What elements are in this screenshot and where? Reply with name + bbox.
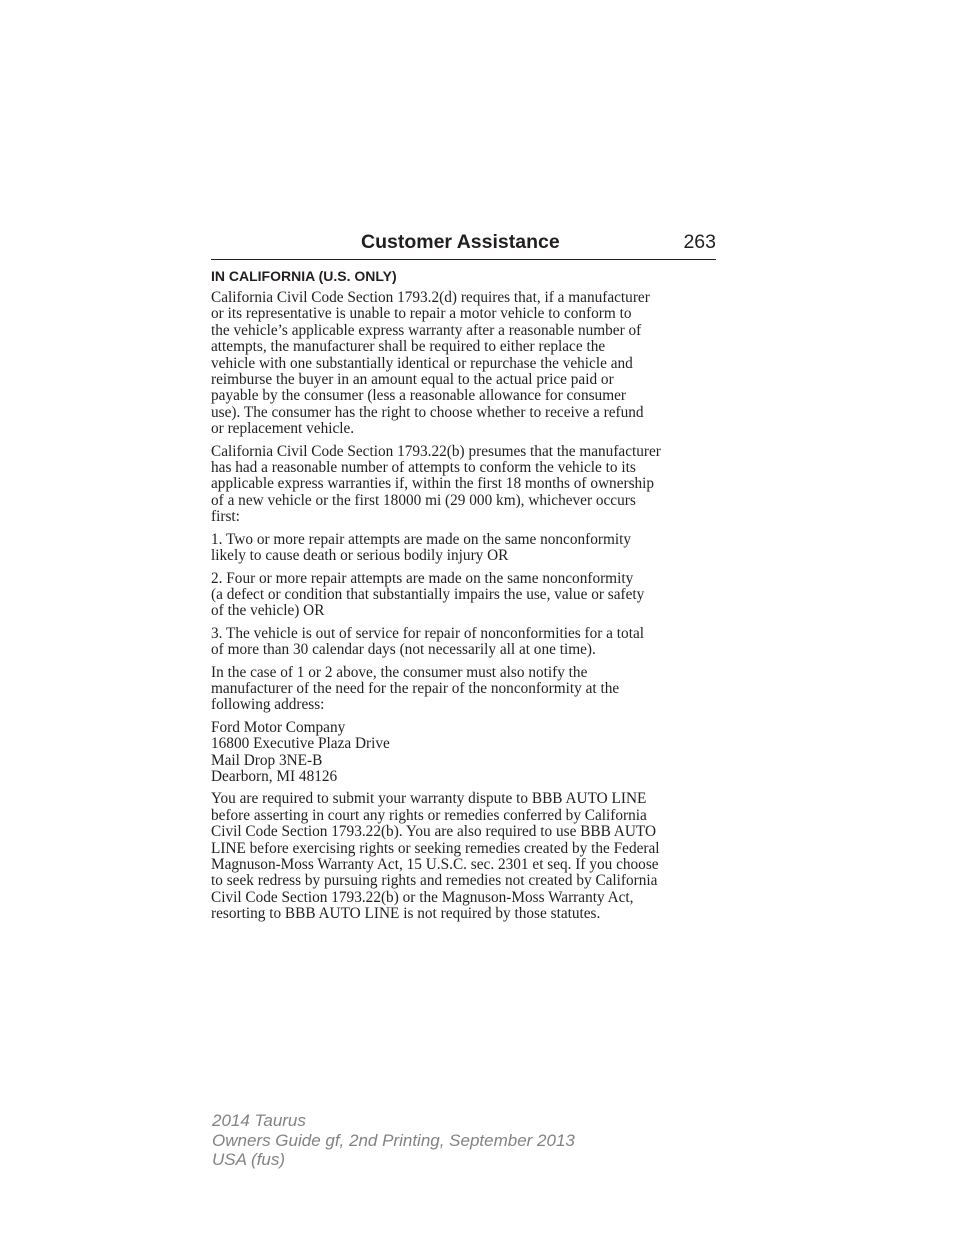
text-line: California Civil Code Section 1793.2(d) requires that, if a manufacturer [211, 289, 650, 306]
text-line: the vehicle’s applicable express warranty after a reasonable number of [211, 321, 642, 339]
address-line: Ford Motor Company [211, 718, 346, 736]
footer-region: USA (fus) [212, 1150, 286, 1169]
text-line: or its representative is unable to repair a motor vehicle to conform to [211, 305, 632, 323]
text-line: manufacturer of the need for the repair of the nonconformity at the [211, 679, 620, 697]
text-line: or replacement vehicle. [211, 420, 355, 438]
text-line: of the vehicle) OR [211, 602, 325, 620]
section-title: Customer Assistance [361, 231, 560, 253]
text-line: resorting to BBB AUTO LINE is not required by those statutes. [211, 905, 601, 923]
text-line: before asserting in court any rights or remedies conferred by California [211, 806, 647, 824]
paragraph-presumption [211, 444, 721, 526]
page-header [211, 229, 716, 260]
text-line: has had a reasonable number of attempts to conform the vehicle to its [211, 459, 636, 477]
text-line: use). The consumer has the right to choose whether to receive a refund [211, 403, 644, 421]
footer-edition: Owners Guide gf, 2nd Printing, September 2013 [212, 1130, 575, 1150]
list-item-2 [211, 571, 721, 620]
text-line: reimburse the buyer in an amount equal to the actual price paid or [211, 371, 614, 389]
paragraph-bbb-auto-line [211, 791, 721, 922]
footer-model: 2014 Taurus [212, 1111, 306, 1130]
address-line: Mail Drop 3NE-B [211, 751, 323, 769]
mailing-address [211, 720, 721, 786]
text-line: (a defect or condition that substantially impairs the use, value or safety [211, 585, 645, 603]
text-line: You are required to submit your warranty dispute to BBB AUTO LINE [211, 790, 647, 808]
paragraph-notify [211, 665, 721, 714]
text-line: Civil Code Section 1793.22(b). You are also required to use BBB AUTO [211, 823, 656, 841]
text-line: Magnuson-Moss Warranty Act, 15 U.S.C. sec. 2301 et seq. If you choose [211, 856, 659, 873]
text-line: of more than 30 calendar days (not necessarily all at one time). [211, 641, 596, 659]
text-line: 2. Four or more repair attempts are made on the same nonconformity [211, 569, 634, 587]
page-footer [212, 1111, 575, 1170]
list-item-1 [211, 532, 721, 565]
list-item-3 [211, 626, 721, 659]
text-line: vehicle with one substantially identical or repurchase the vehicle and [211, 354, 633, 372]
text-line: likely to cause death or serious bodily injury OR [211, 547, 509, 565]
text-line: of a new vehicle or the first 18000 mi (29 000 km), whichever occurs [211, 491, 636, 509]
text-line: attempts, the manufacturer shall be required to either replace the [211, 338, 606, 356]
text-line: applicable express warranties if, within the first 18 months of ownership [211, 475, 655, 493]
section-heading: IN CALIFORNIA (U.S. ONLY) [211, 268, 397, 284]
paragraph-replacement-requirement [211, 290, 721, 438]
page-number: 263 [683, 231, 716, 253]
text-line: to seek redress by pursuing rights and remedies not created by California [211, 872, 658, 890]
text-line: In the case of 1 or 2 above, the consumer must also notify the [211, 663, 588, 681]
address-line: 16800 Executive Plaza Drive [211, 735, 390, 753]
text-line: following address: [211, 696, 325, 714]
text-line: 3. The vehicle is out of service for repair of nonconformities for a total [211, 624, 644, 642]
text-line: 1. Two or more repair attempts are made on the same nonconformity [211, 530, 632, 548]
text-line: California Civil Code Section 1793.22(b) presumes that the manufacturer [211, 442, 661, 460]
text-line: payable by the consumer (less a reasonable allowance for consumer [211, 387, 626, 405]
text-line: first: [211, 508, 240, 526]
text-line: Civil Code Section 1793.22(b) or the Magnuson-Moss Warranty Act, [211, 888, 634, 906]
text-line: LINE before exercising rights or seeking remedies created by the Federal [211, 839, 660, 857]
page-content [211, 266, 721, 929]
address-line: Dearborn, MI 48126 [211, 767, 338, 785]
